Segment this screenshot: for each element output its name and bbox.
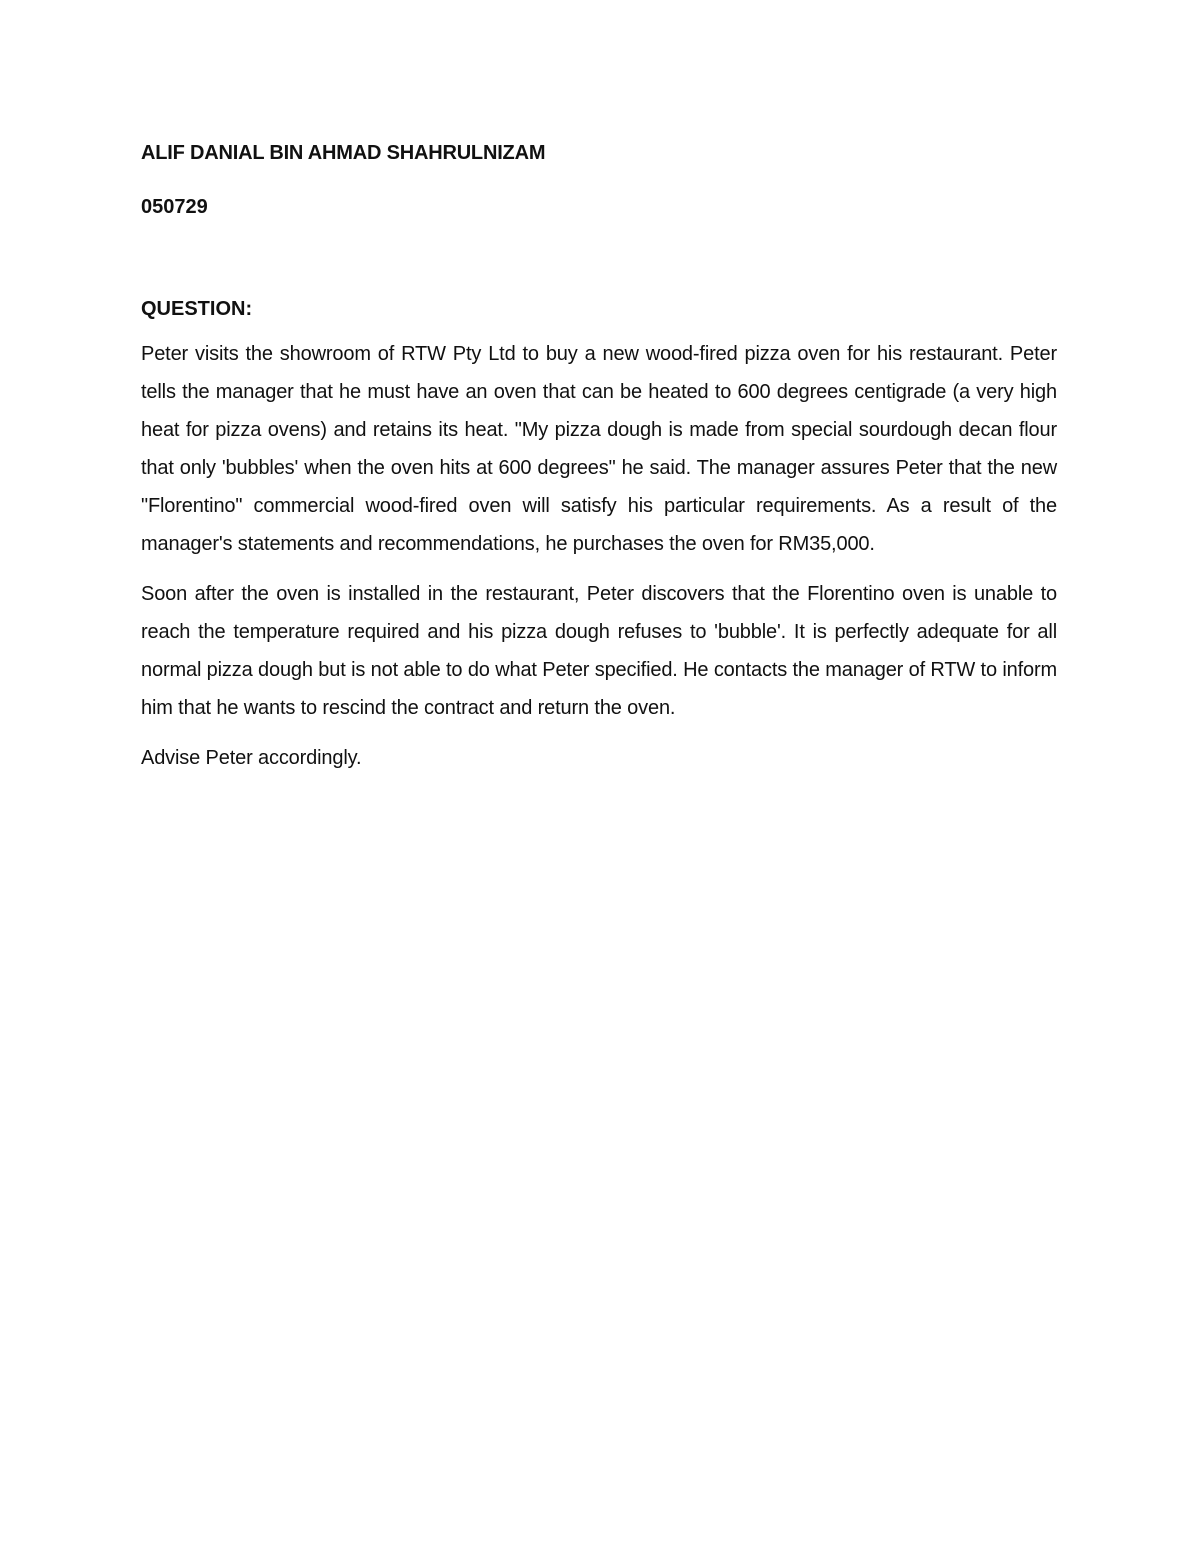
document-body	[141, 141, 1057, 777]
student-id: 050729	[141, 196, 208, 218]
question-paragraph-2: Soon after the oven is installed in the restaurant, Peter discovers that the Florentino oven is unable to reach the temperature required and his pizza dough refuses to 'bubble'. It is perfectly adequate for all normal pizza dough but is not able to do what Peter specified. He contacts the manager of RTW to inform him that he wants to rescind the contract and return the oven.	[141, 583, 1057, 719]
question-heading: QUESTION:	[141, 298, 253, 320]
question-paragraph-1: Peter visits the showroom of RTW Pty Ltd to buy a new wood-fired pizza oven for his restaurant. Peter tells the manager that he must have an oven that can be heated to 600 degrees centigrade (a very high heat for pizza ovens) and retains its heat. "My pizza dough is made from special sourdough decan flour that only 'bubbles' when the oven hits at 600 degrees" he said. The manager assures Peter that the new "Florentino" commercial wood-fired oven will satisfy his particular requirements. As a result of the manager's statements and recommendations, he purchases the oven for RM35,000.	[141, 343, 1057, 555]
question-instruction: Advise Peter accordingly.	[141, 747, 362, 769]
student-name: ALIF DANIAL BIN AHMAD SHAHRULNIZAM	[141, 142, 546, 164]
